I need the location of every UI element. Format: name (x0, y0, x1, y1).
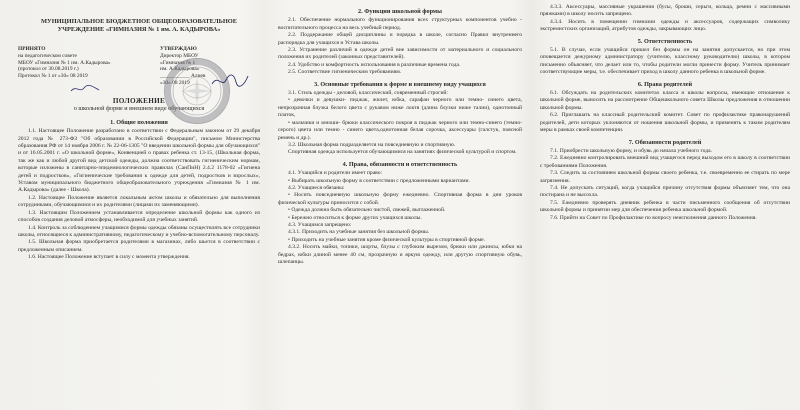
paragraph: • Носить повседневную школьную форму ежедневно. Спортивная форма в дни уроков физической культуры приносится с собой. (278, 192, 522, 206)
paragraph: 4.3.3. Аксессуары, массивные украшения (бусы, броши, серьги, кольца, ремни с массивными пряжками) в школу носить запрещено. (540, 4, 790, 18)
section-title: 6. Права родителей (637, 80, 693, 88)
paragraph: 7.5. Ежедневно проверять дневник ребенка в части письменного сообщения об отсутствии школьной формы и принятии мер для обеспечения ребенка школьной формой. (540, 199, 790, 214)
section-title: 3. Основные требования к форме и внешнему виду учащихся (314, 80, 486, 88)
paragraph: • Приходить на учебные занятия кроме физической культуры в спортивной форме. (288, 236, 486, 243)
paragraph: 7.4. Не допускать ситуаций, когда учащийся причину отсутствия формы объясняет тем, что она постирана и не высохла. (540, 184, 790, 199)
approved-line: «30» 08 2019 (160, 79, 190, 86)
section-title: 1. Общие положения (110, 118, 168, 126)
accepted-line: Протокол № 1 от «30» 08 2019 (18, 73, 88, 80)
approved-line: ___________ Алиев (160, 73, 206, 80)
paragraph: 6.1. Обсуждать на родительских комитетах класса и школы вопросы, имеющие отношение к школьной форме, выносить на рассмотрение Общешкольного совета Школы предложения в отношении школьной формы. (540, 90, 790, 111)
approved-label: УТВЕРЖДАЮ (160, 46, 197, 52)
section-title: 5. Ответственность (637, 37, 693, 45)
page-2 (268, 0, 530, 410)
paragraph: 2.1. Обеспечение нормального функционирования всех структурных компонентов учебно - воспитательного процесса на весь учебный период. (278, 17, 522, 31)
paragraph: 1.5. Школьная форма приобретается родителями в магазинах, либо шьется в соответствии с предложенным описанием. (18, 239, 260, 253)
accepted-line: МБОУ «Гимназия № 1 им. А.Кадырова» (18, 59, 111, 66)
accepted-label: ПРИНЯТО (18, 46, 46, 52)
school-header: МУНИЦИПАЛЬНОЕ БЮДЖЕТНОЕ ОБЩЕОБРАЗОВАТЕЛЬНОЕ УЧРЕЖДЕНИЕ «ГИМНАЗИЯ № 1 им. А. КАДЫРОВА» (40, 18, 238, 33)
paragraph: 4.1. Учащийся и родители имеет право: (288, 170, 383, 177)
section-title: 2. Функции школьной формы (358, 8, 442, 15)
paragraph: 7.1. Приобрести школьную форму, и обувь до начала учебного года. (550, 147, 712, 154)
paragraph: • мальчики и юноши- брюки классического покроя в пиджак черного или темно-синего (темно-серого) цвета или темно - синего цвета,однотонная белая сорочка, аксессуары (галстук, поясной ремень и др.). (278, 119, 522, 141)
official-stamp-icon (164, 58, 230, 124)
section-title: 4. Права, обязанности и ответственность (342, 160, 458, 168)
paragraph: 2.3. Устранение различий в одежде детей вне зависимости от материального и социального положения их родителей (законных представителей). (278, 47, 522, 61)
paragraph: Спортивная одежда используется обучающимися на занятиях физической культурой и спортом. (288, 149, 517, 156)
document-subtitle: о школьной форме и внешнем виде обучающихся (73, 105, 205, 113)
paragraph: 4.2. Учащиеся обязаны: (288, 184, 345, 191)
approved-line: им. А.Кадырова» (160, 66, 200, 73)
paragraph: 1.1. Настоящее Положение разработано в соответствии с Федеральным законом от 29 декабря 2012 года № 273-ФЗ "Об образовании в Российской Федерации", письмом Министерства образования РФ от 14 ноября 2006 г. № 22-06-1305 "О введении школьной формы для обучающихся" и от 16.05.2001 г. «О школьной форме», Конвенцией о правах ребенка ст. 13-15, (Школьная форма, так же как и любой другой вид детской одежды, должна соответствовать гигиеническим нормам, которые изложены в санитарно-эпидемиологических правилах (СанПиН) 2.4.2 1178-02 «Гигиена детей и подростков», «Гигиенические требования к одежде для детей, подростков и взрослых», Уставом муниципального бюджетного общеобразовательного учреждения «Гимназия № 1 им. А.Кадырова» (далее - Школа). (18, 128, 260, 194)
page-1 (0, 0, 268, 410)
paragraph: 7.3. Следить за состоянием школьной формы своего ребенка, т.е. своевременно ее стирать по мере загрязнения. (540, 170, 790, 184)
document-title: ПОЛОЖЕНИЕ (112, 97, 166, 105)
approved-line: Директор МБОУ (160, 52, 199, 59)
paragraph: • Одежда должна быть обязательно чистой, свежей, выглаженной. (288, 207, 446, 214)
paragraph: 4.3.4. Носить в помещении гимназии одежды и аксессуаров, содержащих символику экстремистских организаций, атрибутов одежды, закрывающих лицо. (540, 18, 790, 33)
paragraph: 5.1. В случае, если учащийся пришел без формы он на занятия допускается, но при этом оповещается дежурному администратору (учителю, классному руководителю) школы, в котором письменно объясняет, что делает или то, чтобы родители могли принести форму. Учитель принимает соответствующие меры, т.е. обеспечивает приход в школу данного ребенка в школьной форме. (540, 47, 790, 76)
paragraph: • Бережно относиться к форме других учащихся школы. (288, 214, 422, 221)
paragraph: 1.3. Настоящим Положением устанавливается определение школьной формы как одного из способов создания деловой атмосферы, необходимой для учебных занятий. (18, 209, 260, 224)
paragraph: 1.4. Контроль за соблюдением учащимися формы одежды обязаны осуществлять все сотрудники школы, относящиеся к административному, педагогическому и учебно-вспомогательному персоналу. (18, 224, 260, 238)
accepted-line: на педагогическом совете (18, 52, 77, 59)
paragraph: 1.6. Настоящее Положение вступает в силу с момента утверждения. (28, 254, 190, 261)
paragraph: 2.2. Поддержание общей дисциплины и порядка в школе, согласно Правил внутреннего распорядка для учащихся и Устава школы. (278, 32, 522, 46)
paragraph: 6.2. Приглашать на классный родительский комитет. Совет по профилактике правонарушений родителей, дети которых уклоняются от ношения школьной формы, и применять к таким родителям меры в рамках своей компетенции. (540, 112, 790, 134)
paragraph: 3.1. Стиль одежды - деловой, классический, современный строгий: (288, 90, 448, 97)
section-title: 7. Обязанности родителей (628, 138, 702, 146)
accepted-line: (протокол от 30.08.2019 г.) (18, 66, 79, 73)
paragraph: 4.3.2. Носить майки, топики, шорты, блузы с глубоким вырезом, брюки или джинсы, юбки на бедрах, юбки длиной менее 40 см, прозрачную и яркую одежду, или другую спортивную обувь, шлепанцы. (278, 244, 522, 265)
approved-line: «Гимназия № 1 (160, 59, 196, 66)
paragraph: 4.3. Учащимся запрещено: (288, 221, 352, 228)
paragraph: • Выбирать школьную форму в соответствии с предложенными вариантами. (288, 177, 470, 184)
paragraph: 2.4. Удобство и комфортность использования в различные времена года. (288, 61, 461, 68)
page-3 (530, 0, 800, 410)
paragraph: 7.6. Прийти на Совет по Профилактике по вопросу неисполнения данного Положения. (550, 214, 757, 221)
paragraph: 7.2. Ежедневно контролировать внешний вид учащегося перед выходом его в школу в соответствии с требованиями Положения. (540, 155, 790, 169)
paragraph: 4.3.1. Приходить на учебные занятия без школьной формы. (288, 229, 430, 236)
protocol-signature-icon (70, 84, 100, 94)
paragraph: • девочки и девушки- пиджак, жилет, юбка, сарафан черного или темно- синего цвета, непрозрачная блузка белого цвета с рукавом ниже локтя (длина блузки ниже талии), однотонный платок, (278, 97, 522, 119)
paragraph: 3.2. Школьная форма подразделяется на повседневную и спортивную. (288, 141, 456, 148)
approval-accepted (18, 46, 128, 80)
director-signature-icon (210, 72, 250, 90)
paragraph: 2.5. Соответствие гигиеническим требованиям. (288, 69, 402, 76)
paragraph: 1.2. Настоящее Положение является локальным актом школы и обязательно для выполнения сотрудниками, обучающимися и их родителями (лицами их заменяющими). (18, 194, 260, 209)
